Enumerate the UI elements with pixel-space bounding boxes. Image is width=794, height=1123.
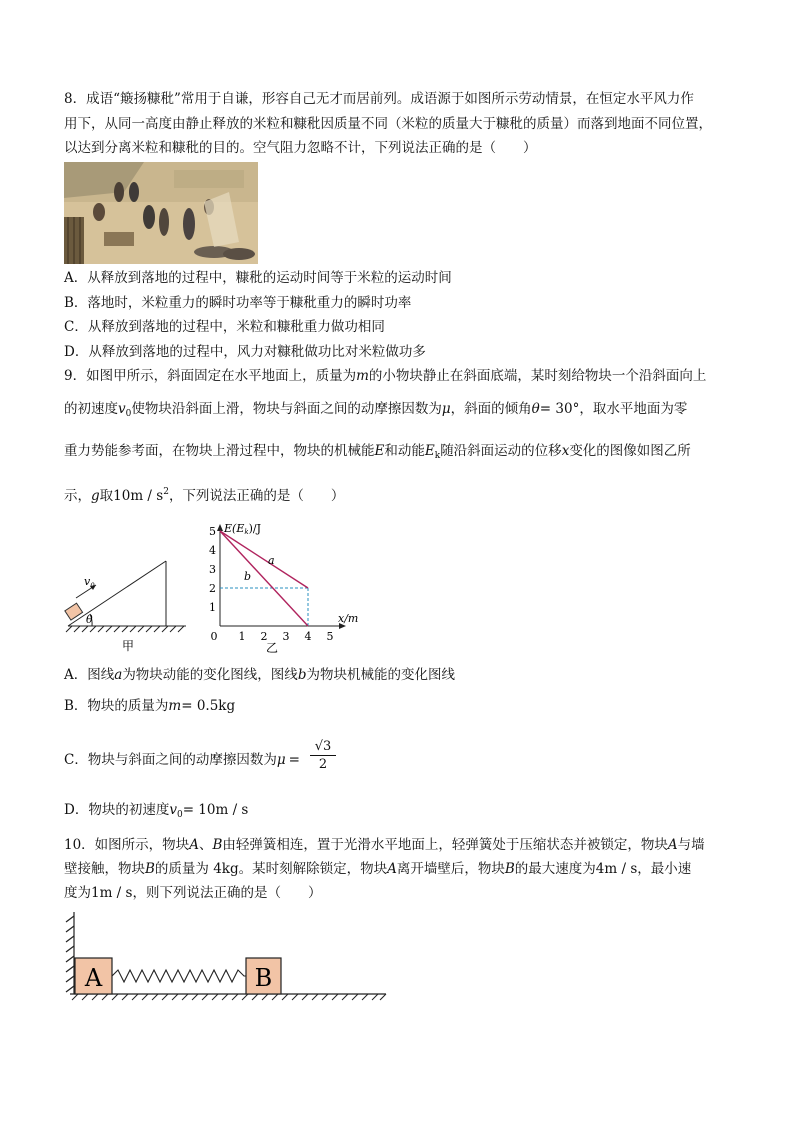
series-line-b (220, 531, 308, 626)
line-b-label: b (244, 570, 252, 583)
q8-option-a: A．从释放到落地的过程中，糠秕的运动时间等于米粒的运动时间 (64, 270, 452, 286)
q8-line1: 8．成语“簸扬糠秕”常用于自谦，形容自己无才而居前列。成语源于如图所示劳动情景，在恒定水平风力作 (64, 91, 694, 107)
line-a-label: a (268, 554, 275, 567)
q8-line3: 以达到分离米粒和糠秕的目的。空气阻力忽略不计，下列说法正确的是（ ） (64, 140, 537, 156)
x-tick-label-0: 0 (210, 630, 218, 643)
q10-line1: 10．如图所示，物块A、B由轻弹簧相连，置于光滑水平地面上，轻弹簧处于压缩状态并被锁定，物块A与墙 (64, 837, 705, 853)
figure-yi-caption: 乙 (266, 641, 279, 655)
x-tick-label-5: 5 (326, 630, 334, 643)
q9-line4: 示，g取$10m / s^2$，下列说法正确的是（ ） (64, 487, 345, 504)
energy-chart (200, 520, 370, 658)
q9-line2: 的初速度$v_0$使物块沿斜面上滑，物块与斜面之间的动摩擦因数为μ，斜面的倾角θ= 30°，取水平地面为零 (64, 401, 688, 419)
y-axis-arrow (217, 524, 223, 531)
v0-label: $v_0$ (84, 575, 95, 590)
q9-option-a: A．图线a为物块动能的变化图线，图线b为物块机械能的变化图线 (64, 667, 455, 683)
figure-jia-caption: 甲 (122, 639, 135, 653)
y-tick-label-5: 5 (209, 525, 216, 538)
x-tick-label-2: 2 (260, 630, 268, 643)
spring-blocks-figure (60, 908, 392, 1006)
q9-option-d: D．物块的初速度$v_0= 10m / s$ (64, 802, 249, 820)
figure-incline (62, 552, 192, 654)
winnowing-painting (64, 162, 258, 264)
y-tick-label-2: 2 (209, 582, 216, 595)
q8-option-c: C．从释放到落地的过程中，米粒和糠秕重力做功相同 (64, 319, 385, 335)
q9-option-b: B．物块的质量为m= 0.5kg (64, 698, 236, 714)
mu-fraction (310, 738, 336, 773)
q8-option-b: B．落地时，米粒重力的瞬时功率等于糠秕重力的瞬时功率 (64, 295, 412, 311)
q8-line2: 用下，从同一高度由静止释放的米粒和糠秕因质量不同（米粒的质量大于糠秕的质量）而落到地面不同位置， (64, 116, 712, 132)
spring (112, 970, 246, 982)
x-tick-label-3: 3 (282, 630, 290, 643)
y-tick-label-3: 3 (209, 563, 216, 576)
fraction-denominator: 2 (318, 757, 328, 772)
q10-line3: 度为1m / s，则下列说法正确的是（ ） (64, 885, 322, 901)
x-tick-label-4: 4 (304, 630, 312, 643)
q9-option-c: C．物块与斜面之间的动摩擦因数为μ = (64, 752, 300, 768)
q9-line1: 9．如图甲所示，斜面固定在水平地面上，质量为m的小物块静止在斜面底端，某时刻给物块一个沿斜面向上 (64, 368, 707, 384)
theta-label: θ (86, 613, 93, 626)
block-a-label: A (84, 964, 103, 992)
x-axis-label: x/m (338, 612, 359, 625)
y-axis-label: E(Ek)/J (224, 522, 262, 536)
q9-line3: 重力势能参考面，在物块上滑过程中，物块的机械能E和动能$E_k$随沿斜面运动的位移x变化的图像如图乙所 (64, 443, 691, 461)
x-tick-label-1: 1 (238, 630, 246, 643)
q8-option-d: D．从释放到落地的过程中，风力对糠秕做功比对米粒做功多 (64, 344, 426, 360)
block-b-label: B (254, 964, 273, 992)
fraction-numerator: √3 (310, 738, 336, 756)
y-tick-label-4: 4 (209, 544, 216, 557)
y-tick-label-1: 1 (209, 601, 216, 614)
q10-line2: 壁接触，物块B的质量为 4kg。某时刻解除锁定，物块A离开墙壁后，物块B的最大速度为4m / s，最小速 (64, 861, 692, 877)
